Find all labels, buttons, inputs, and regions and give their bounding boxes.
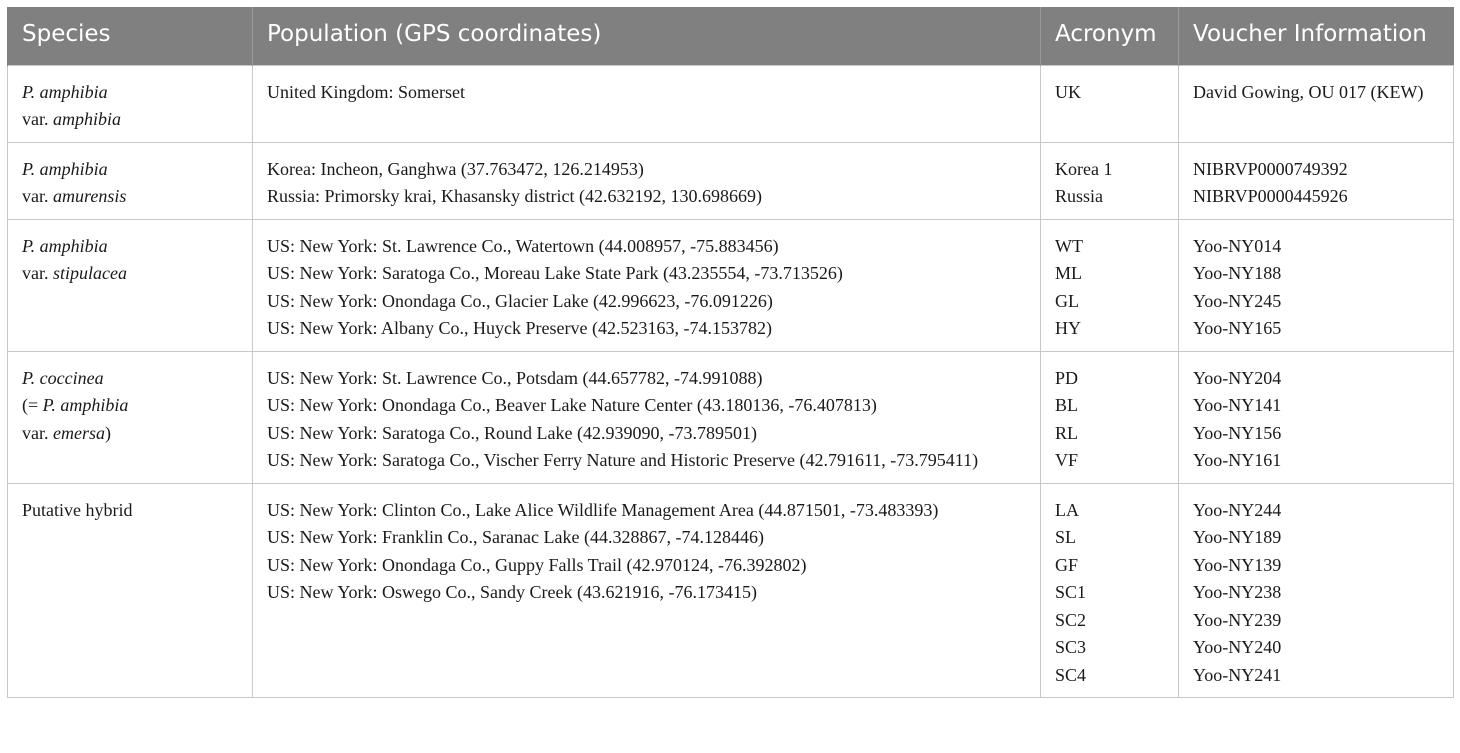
acronym-line: WT <box>1055 235 1083 256</box>
species-cell <box>8 65 253 142</box>
table-row <box>8 219 1454 351</box>
voucher-line: Yoo-NY188 <box>1193 263 1282 283</box>
voucher-line: NIBRVP0000445926 <box>1193 186 1348 206</box>
population-line: US: New York: St. Lawrence Co., Potsdam (44.657782, -74.991088) <box>267 367 763 388</box>
population-cell <box>253 65 1041 142</box>
population-cell <box>253 142 1041 219</box>
acronym-line: Russia <box>1055 186 1104 206</box>
voucher-cell <box>1179 483 1454 698</box>
voucher-line: Yoo-NY244 <box>1193 499 1282 520</box>
voucher-line: Yoo-NY161 <box>1193 450 1282 470</box>
voucher-line: Yoo-NY240 <box>1193 637 1282 657</box>
table-body <box>8 65 1454 698</box>
population-line: Russia: Primorsky krai, Khasansky district (42.632192, 130.698669) <box>267 186 762 206</box>
population-line: US: New York: Onondaga Co., Beaver Lake Nature Center (43.180136, -76.407813) <box>267 395 877 415</box>
population-cell <box>253 483 1041 698</box>
acronym-line: Korea 1 <box>1055 158 1113 179</box>
species-line: P. coccinea <box>22 367 104 388</box>
acronym-line: GL <box>1055 290 1079 311</box>
voucher-cell <box>1179 65 1454 142</box>
voucher-line: David Gowing, OU 017 (KEW) <box>1193 81 1424 102</box>
population-line: United Kingdom: Somerset <box>267 81 465 102</box>
population-line: US: New York: Saratoga Co., Moreau Lake State Park (43.235554, -73.713526) <box>267 263 843 283</box>
voucher-cell <box>1179 351 1454 483</box>
acronym-line: RL <box>1055 422 1079 443</box>
species-line: P. amphibia <box>22 235 108 256</box>
voucher-line: Yoo-NY239 <box>1193 609 1282 630</box>
header-population: Population (GPS coordinates) <box>253 7 1041 65</box>
species-cell <box>8 219 253 351</box>
species-cell <box>8 351 253 483</box>
species-cell <box>8 142 253 219</box>
table-row <box>8 483 1454 698</box>
acronym-line: SL <box>1055 527 1077 547</box>
voucher-line: Yoo-NY189 <box>1193 527 1282 547</box>
species-cell <box>8 483 253 698</box>
acronym-cell <box>1041 219 1179 351</box>
population-line: US: New York: Onondaga Co., Guppy Falls Trail (42.970124, -76.392802) <box>267 554 807 575</box>
voucher-line: Yoo-NY165 <box>1193 318 1282 338</box>
acronym-cell <box>1041 65 1179 142</box>
voucher-line: Yoo-NY014 <box>1193 235 1282 256</box>
acronym-cell <box>1041 142 1179 219</box>
voucher-cell <box>1179 142 1454 219</box>
voucher-line: Yoo-NY204 <box>1193 367 1282 388</box>
acronym-line: SC2 <box>1055 609 1087 630</box>
species-line: P. amphibia <box>22 81 108 102</box>
acronym-line: SC3 <box>1055 637 1087 657</box>
acronym-line: PD <box>1055 367 1079 388</box>
header-acronym: Acronym <box>1041 7 1179 65</box>
acronym-line: HY <box>1055 318 1081 338</box>
acronym-cell <box>1041 351 1179 483</box>
population-line: US: New York: St. Lawrence Co., Watertown (44.008957, -75.883456) <box>267 235 779 256</box>
header-row <box>8 7 1454 65</box>
population-line: US: New York: Clinton Co., Lake Alice Wildlife Management Area (44.871501, -73.483393) <box>267 499 939 520</box>
acronym-line: SC1 <box>1055 582 1087 602</box>
acronym-line: BL <box>1055 395 1079 415</box>
species-line: P. amphibia <box>22 158 108 179</box>
header-voucher: Voucher Information <box>1179 7 1454 65</box>
acronym-line: SC4 <box>1055 664 1087 685</box>
population-line: US: New York: Albany Co., Huyck Preserve (42.523163, -74.153782) <box>267 318 772 338</box>
acronym-cell <box>1041 483 1179 698</box>
population-line: US: New York: Saratoga Co., Round Lake (42.939090, -73.789501) <box>267 422 757 443</box>
species-line: var. amphibia <box>22 109 122 129</box>
species-table <box>7 7 1454 698</box>
species-line: var. stipulacea <box>22 263 127 283</box>
table-row <box>8 65 1454 142</box>
header-species: Species <box>8 7 253 65</box>
population-cell <box>253 351 1041 483</box>
voucher-cell <box>1179 219 1454 351</box>
acronym-line: LA <box>1055 499 1079 520</box>
species-line: var. emersa) <box>22 422 111 443</box>
population-line: US: New York: Saratoga Co., Vischer Ferry Nature and Historic Preserve (42.791611, -73.795411) <box>267 450 979 470</box>
acronym-line: ML <box>1055 263 1082 283</box>
voucher-line: Yoo-NY139 <box>1193 554 1282 575</box>
acronym-line: GF <box>1055 554 1079 575</box>
acronym-line: UK <box>1055 81 1081 102</box>
table-row <box>8 142 1454 219</box>
population-line: US: New York: Oswego Co., Sandy Creek (43.621916, -76.173415) <box>267 582 757 602</box>
population-line: US: New York: Onondaga Co., Glacier Lake (42.996623, -76.091226) <box>267 290 773 311</box>
acronym-line: VF <box>1055 450 1079 470</box>
population-line: US: New York: Franklin Co., Saranac Lake (44.328867, -74.128446) <box>267 527 764 547</box>
population-line: Korea: Incheon, Ganghwa (37.763472, 126.214953) <box>267 158 644 179</box>
species-line: (= P. amphibia <box>22 395 129 415</box>
voucher-line: Yoo-NY141 <box>1193 395 1282 415</box>
species-line: var. amurensis <box>22 186 127 206</box>
voucher-line: Yoo-NY245 <box>1193 290 1282 311</box>
table-row <box>8 351 1454 483</box>
voucher-line: Yoo-NY238 <box>1193 582 1282 602</box>
voucher-line: Yoo-NY156 <box>1193 422 1282 443</box>
voucher-line: NIBRVP0000749392 <box>1193 158 1348 179</box>
voucher-line: Yoo-NY241 <box>1193 664 1282 685</box>
species-line: Putative hybrid <box>22 499 133 520</box>
population-cell <box>253 219 1041 351</box>
